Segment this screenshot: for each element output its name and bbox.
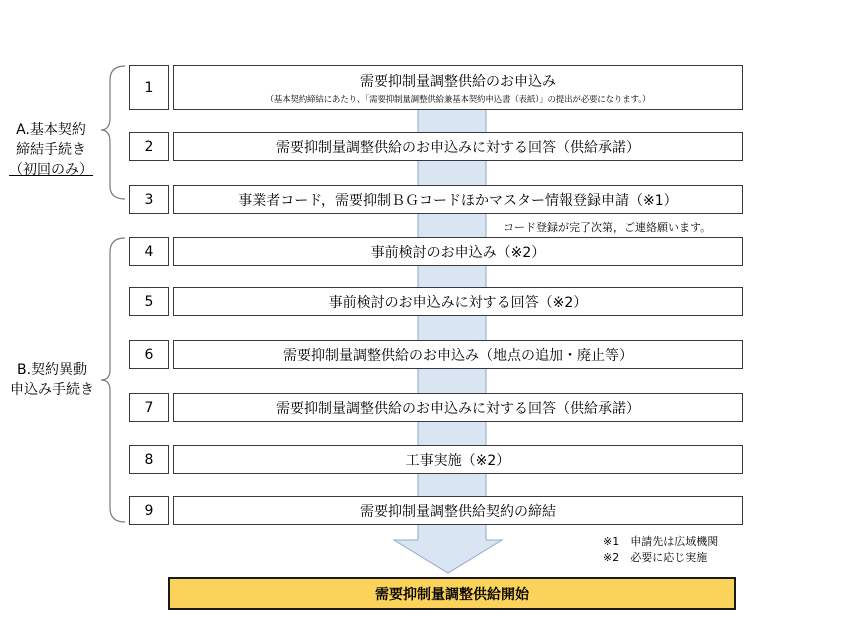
final-box <box>168 577 736 610</box>
step-text: 事業者コード，需要抑制ＢＧコードほかマスター情報登録申請（※1） <box>238 192 678 209</box>
step-number-2 <box>129 132 169 161</box>
brace-group-a <box>101 66 125 199</box>
step-box-2 <box>173 132 743 161</box>
group-b-line-1: B.契約異動 <box>16 362 88 378</box>
step-box-1 <box>173 65 743 110</box>
step-number-text: 2 <box>144 138 154 155</box>
step-number-text: 5 <box>144 293 154 310</box>
step-number-4 <box>129 237 169 266</box>
step-box-5 <box>173 287 743 316</box>
final-text: 需要抑制量調整供給開始 <box>375 586 529 603</box>
step-number-1 <box>129 65 169 110</box>
step-number-5 <box>129 287 169 316</box>
step-text: 需要抑制量調整供給のお申込み <box>360 73 556 90</box>
step-box-8 <box>173 445 743 474</box>
group-b-line-2: 申込み手続き <box>10 382 94 398</box>
step-number-3 <box>129 185 169 214</box>
step-text: 工事実施（※2） <box>405 452 511 469</box>
step-number-6 <box>129 340 169 369</box>
step-text: 需要抑制量調整供給のお申込み（地点の追加・廃止等） <box>283 347 633 364</box>
step-1-subnote: （基本契約締結にあたり、「需要抑制量調整供給兼基本契約申込書（表紙）」の提出が必要になります。） <box>265 94 651 105</box>
group-a-line-1: A.基本契約 <box>16 122 86 138</box>
step-box-6 <box>173 340 743 369</box>
step-text: 需要抑制量調整供給のお申込みに対する回答（供給承諾） <box>276 139 640 156</box>
step-box-3 <box>173 185 743 214</box>
group-a-line-3: （初回のみ） <box>9 162 93 178</box>
step-number-text: 8 <box>144 451 154 468</box>
group-b-label <box>2 360 102 400</box>
brace-group-b <box>101 238 125 522</box>
step-text: 事前検討のお申込みに対する回答（※2） <box>328 294 588 311</box>
step-number-text: 6 <box>144 346 154 363</box>
group-a-label <box>4 120 98 180</box>
group-a-line-2: 締結手続き <box>16 142 86 158</box>
step-number-text: 9 <box>144 502 154 519</box>
footnote-1: ※1 申請先は広域機関 <box>603 535 719 548</box>
footnote-2: ※2 必要に応じ実施 <box>603 551 708 564</box>
step-number-7 <box>129 393 169 422</box>
step-number-9 <box>129 496 169 525</box>
step-text: 需要抑制量調整供給のお申込みに対する回答（供給承諾） <box>276 400 640 417</box>
step-box-9 <box>173 496 743 525</box>
step-text: 需要抑制量調整供給契約の締結 <box>360 503 556 520</box>
code-registration-note: コード登録が完了次第，ご連絡願います。 <box>503 221 712 234</box>
step-number-text: 4 <box>144 243 154 260</box>
step-number-text: 7 <box>144 399 154 416</box>
step-number-8 <box>129 445 169 474</box>
step-number-text: 3 <box>144 191 154 208</box>
step-box-7 <box>173 393 743 422</box>
step-box-4 <box>173 237 743 266</box>
step-number-text: 1 <box>144 79 154 96</box>
step-text: 事前検討のお申込み（※2） <box>370 244 546 261</box>
